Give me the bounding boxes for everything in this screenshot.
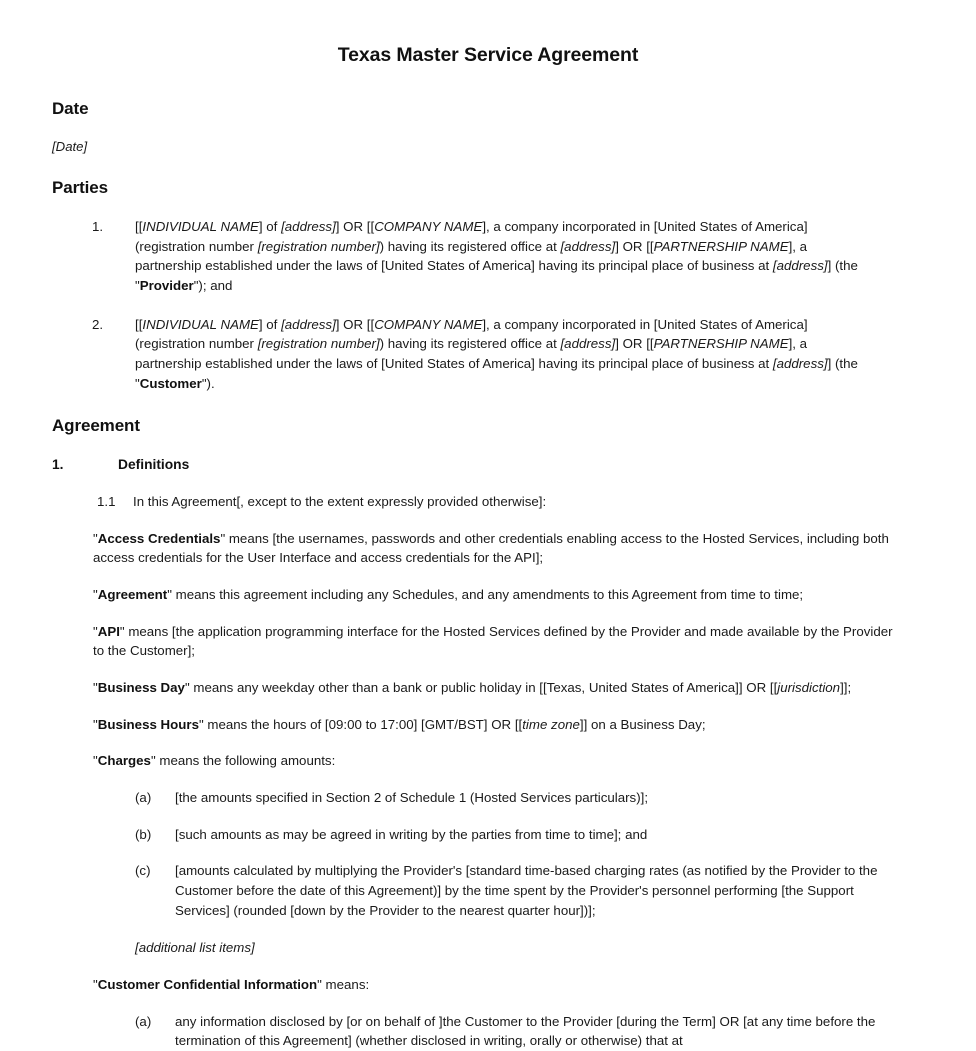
clause-definitions: [0, 455, 976, 474]
list-marker: (a): [135, 1013, 152, 1029]
list-marker: 2.: [92, 316, 104, 332]
party-text: [[INDIVIDUAL NAME] of [address]] OR [[COMPANY NAME], a company incorporated in [United States of America] (registration number [registration number]) having its registered office at [address]] OR [[PARTNERSHIP NAME], a partnership established under the laws of [United States of America] having its principal place of business at [address]] (the "Customer").: [135, 316, 858, 391]
list-marker: 1.: [92, 219, 104, 235]
quote-open: ": [93, 680, 98, 695]
list-item-text: [the amounts specified in Section 2 of Schedule 1 (Hosted Services particulars)];: [175, 790, 649, 806]
list-item: [0, 788, 976, 808]
list-item-text: any information disclosed by [or on behalf of ]the Customer to the Provider [during the Term] OR [at any time before the termination of this Agreement] (whether disclosed in writing, orally or otherwise) that at: [175, 1013, 876, 1049]
definition-body: " means:: [317, 977, 370, 993]
clause-title: Definitions: [118, 456, 190, 472]
party-text: [[INDIVIDUAL NAME] of [address]] OR [[COMPANY NAME], a company incorporated in [United States of America] (registration number [registration number]) having its registered office at [address]] OR [[PARTNERSHIP NAME], a partnership established under the laws of [United States of America] having its principal place of business at [address]] (the "Provider"); and: [135, 219, 858, 294]
definition-term: Charges: [97, 753, 151, 769]
clause-number: 1.: [52, 456, 64, 472]
definition-term: Customer Confidential Information: [97, 977, 318, 993]
list-item-text: [such amounts as may be agreed in writing by the parties from time to time]; and: [175, 826, 648, 842]
definition-charges: [0, 751, 976, 771]
definition-term: Business Day: [97, 680, 185, 695]
quote-open: ": [93, 753, 98, 769]
definition-term: Access Credentials: [97, 530, 221, 546]
definition-api: [0, 622, 976, 661]
definition-term: API: [97, 623, 120, 639]
quote-open: ": [93, 530, 98, 546]
list-item: [0, 315, 976, 394]
definition-body: " means any weekday other than a bank or public holiday in [[Texas, United States of America]] OR [[jurisdiction]];: [184, 680, 852, 695]
definition-body: " means [the usernames, passwords and other credentials enabling access to the Hosted Services, including both access credentials for the User Interface and access credentials for the API];: [93, 530, 889, 566]
list-item: [0, 217, 976, 296]
section-heading-agreement: Agreement: [52, 416, 140, 436]
charges-additional-note: [additional list items]: [135, 940, 255, 956]
definition-body: " means this agreement including any Schedules, and any amendments to this Agreement from time to time;: [167, 586, 804, 602]
subclause-text: In this Agreement[, except to the extent expressly provided otherwise]:: [133, 493, 547, 509]
definition-body: " means [the application programming interface for the Hosted Services defined by the Provider and made available by the Provider to the Customer];: [93, 623, 893, 659]
definition-body: " means the following amounts:: [150, 753, 336, 769]
definition-access-credentials: [0, 529, 976, 568]
date-placeholder: [Date]: [52, 138, 88, 154]
subclause-number: 1.1: [97, 493, 116, 509]
definition-business-day: [0, 678, 976, 698]
quote-open: ": [93, 716, 98, 732]
page-title: Texas Master Service Agreement: [337, 44, 639, 66]
section-heading-date: Date: [52, 99, 89, 119]
quote-open: ": [93, 977, 98, 993]
charges-list: [0, 788, 976, 920]
definition-agreement: [0, 585, 976, 605]
definition-term: Business Hours: [97, 716, 199, 732]
subclause-1-1: [0, 492, 976, 512]
confidential-list: [0, 1012, 976, 1051]
list-item: [0, 825, 976, 845]
parties-list: [0, 217, 976, 393]
definition-term: Agreement: [97, 586, 168, 602]
list-item: [0, 861, 976, 920]
quote-open: ": [93, 586, 98, 602]
list-marker: (a): [135, 790, 152, 806]
list-item: [0, 1012, 976, 1051]
section-heading-parties: Parties: [52, 177, 109, 197]
list-marker: (c): [135, 863, 151, 879]
quote-open: ": [93, 623, 98, 639]
definition-customer-confidential-information: [0, 975, 976, 995]
definition-business-hours: [0, 715, 976, 735]
list-marker: (b): [135, 826, 152, 842]
list-item-text: [amounts calculated by multiplying the Provider's [standard time-based charging rates (as notified by the Provider to the Customer before the date of this Agreement)] by the time spent by the Provider's personnel performing [the Support Services] (rounded [down by the Provider to the nearest quarter hour])];: [175, 863, 878, 918]
definition-body: " means the hours of [09:00 to 17:00] [GMT/BST] OR [[time zone]] on a Business Day;: [198, 716, 706, 732]
